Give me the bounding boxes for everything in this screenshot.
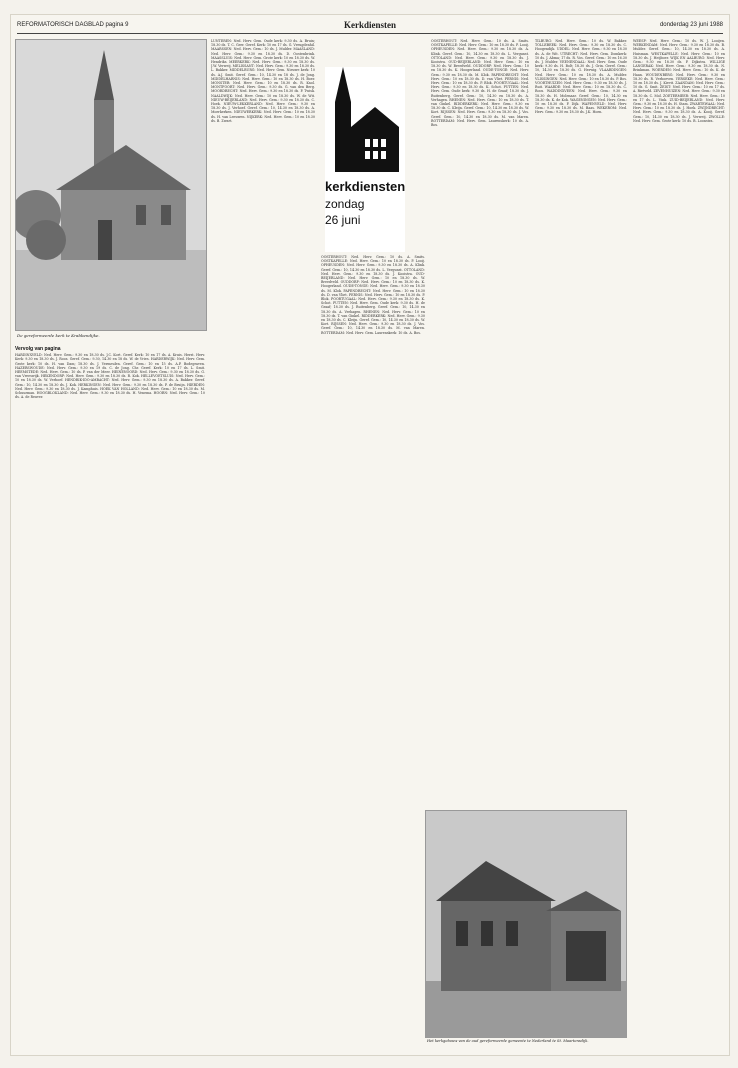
- church-photo-graphic: [16, 40, 206, 330]
- church-icon: [325, 67, 405, 177]
- column-3-lower: [321, 255, 425, 810]
- banner-day: zondag: [325, 197, 365, 211]
- column-5: [633, 39, 725, 1049]
- building-photo-graphic: [426, 811, 626, 1037]
- issue-date: donderdag 23 juni 1988: [659, 22, 723, 28]
- photo-caption-1: De gereformeerde kerk te Krabbendijke.: [17, 333, 100, 338]
- banner-date: 26 juni: [325, 213, 361, 227]
- page-title: Kerkdiensten: [343, 20, 396, 30]
- photo-caption-2: Het kerkgebouw van de oud gereformeerde gemeente te Nederland te St. Maartensdijk.: [427, 1039, 589, 1043]
- column-1: [15, 345, 205, 1045]
- column-4-text: TILBURG: Ned. Herv. Gem.: 10 ds. W. Bakker. TOLLEBEEK: Ned. Herv. Gem.: 9.30 en 18.30 ds. C. Hoogendijk. UDDEL: Ned. Herv. Gem.: 9.30 en 18.30 ds. A. de Wit. UTRECHT: Ned. Herv. Gem. Domkerk: 10 ds. J. Abma; 17 ds. R. Vos. Geref. Gem.: 10 en 16.30 ds. J. Mulder. VEENENDAAL: Ned. Herv. Gem. Oude kerk: 9.30 ds. H. Bolt; 18.30 ds. J. Grin. Geref. Gem.: 10, 14.30 en 18.30 ds. G. Herwig. VLAARDINGEN: Ned. Herv. Gem.: 10 en 18.30 ds. A. Mulder. VLISSINGEN: Ned. Herv. Gem.: 10 en 18.30 ds. P. Bos. VOORTHUIZEN: Ned. Herv. Gem.: 9.30 en 18.30 ds. J. Ruit. WAARDE: Ned. Herv. Gem.: 10 en 18.30 ds. C. Roos. WADDINXVEEN: Ned. Herv. Gem.: 9.30 en 18.30 ds. H. Molenaar. Geref. Gem.: 10, 14.30 en 18.30 ds. K. de Kok. WAGENINGEN: Ned. Herv. Gem.: 10 en 18.30 ds. F. Dijk. WAPENVELD: Ned. Herv. Gem.: 9.30 en 18.30 ds. M. Baas. WEKEROM: Ned. Herv. Gem.: 9.30 en 18.30 ds. J.K. Hoen.: [535, 39, 627, 115]
- church-building-photo: [425, 810, 627, 1038]
- column-4: [535, 39, 627, 574]
- masthead: [17, 19, 723, 34]
- column-1-text: HARDINXVELD: Ned. Herv. Gem.: 9.30 en 18.30 ds. J.C. Kort. Geref. Kerk: 10 en 17 ds. A. Kruis. Herst. Herv. Kerk: 9.30 en 18.30 ds. J. Roos. Geref. Gem.: 9.30, 14.30 en 18 ds. W. de Vries. HARDERWIJK: Ned. Herv. Gem. Grote kerk: 10 ds. H. van Dam; 18.30 ds. J. Vermeulen. Geref. Gem.: 10 en 15 ds. A.P. Bodegraven. HAZERSWOUDE: Ned. Herv. Gem.: 9.30 en 19 ds. C. de Jong. Chr. Geref. Kerk: 10 en 17 ds. L. Smit. HEEMSTEDE: Ned. Herv. Gem.: 10 ds. P. van der Meer. HEINENOORD: Ned. Herv. Gem.: 9.30 en 18.30 ds. G. van Vreeswijk. HEKENDORP: Ned. Herv. Gem.: 9.30 en 18.30 ds. R. Kok. HELLEVOETSLUIS: Ned. Herv. Gem.: 10 en 18.30 ds. W. Verhoef. HENDRIK-IDO-AMBACHT: Ned. Herv. Gem.: 9.30 en 18.30 ds. A. Bakker. Geref. Gem.: 10, 14.30 en 18.30 ds. J. Kok. HERKINGEN: Ned. Herv. Gem.: 9.30 en 18.30 ds. P. de Bruijn. HIERDEN: Ned. Herv. Gem.: 9.30 en 18.30 ds. J. Kamphuis. HOEK VAN HOLLAND: Ned. Herv. Gem.: 10 en 18.30 ds. M. Schuurman. HOOGBLOKLAND: Ned. Herv. Gem.: 9.30 en 18.30 ds. H. Venema. HOORN: Ned. Herv. Gem.: 10 ds. A. de Reuver.: [15, 353, 205, 400]
- column-2: [211, 39, 315, 1049]
- newspaper-page: [10, 14, 730, 1056]
- column-3-text: OOSTERHOUT: Ned. Herv. Gem.: 10 ds. A. Smits. OOSTKAPELLE: Ned. Herv. Gem.: 10 en 18.30 ds. P. Looij. OPHEUSDEN: Ned. Herv. Gem.: 9.30 en 18.30 ds. A. Klink. Geref. Gem.: 10, 14.30 en 18.30 ds. L. Vergunst. OTTOLAND: Ned. Herv. Gem.: 9.30 en 18.30 ds. J. Kooistra. OUD-BEIJERLAND: Ned. Herv. Gem.: 10 en 18.30 ds. W. Breedveld. OUDDORP: Ned. Herv. Gem.: 10 en 18.30 ds. K. Hoogerland. OUDE-TONGE: Ned. Herv. Gem.: 9.30 en 18.30 ds. M. Klok. PAPENDRECHT: Ned. Herv. Gem.: 10 en 18.30 ds. D. van Vliet. PERNIS: Ned. Herv. Gem.: 10 en 18.30 ds. P. Blok. POORTUGAAL: Ned. Herv. Gem.: 9.30 en 18.30 ds. K. Schot. PUTTEN: Ned. Herv. Gem. Oude kerk: 9.30 ds. H. de Graaf; 18.30 ds. J. Ruitenberg. Geref. Gem.: 10, 14.30 en 18.30 ds. A. Verhagen. RHENEN: Ned. Herv. Gem.: 10 en 18.30 ds. T. van Ginkel. RIDDERKERK: Ned. Herv. Gem.: 9.30 en 18.30 ds. C. Kleijn. Geref. Gem.: 10, 14.30 en 18.30 ds. W. Kort. RIJSSEN: Ned. Herv. Gem.: 9.30 en 18.30 ds. J. Vos. Geref. Gem.: 10, 14.30 en 18.30 ds. M. van Maren. ROTTERDAM: Ned. Herv. Gem. Laurenskerk: 10 ds. A. Bos.: [321, 255, 425, 335]
- banner-title: kerkdiensten: [325, 179, 406, 194]
- church-photo: [15, 39, 207, 331]
- kerkdiensten-banner: [325, 67, 405, 252]
- column-5-text: WEESP: Ned. Herv. Gem.: 10 ds. W. J. Looijen. WERKENDAM: Ned. Herv. Gem.: 9.30 en 18.30 ds. B. Mulder. Geref. Gem.: 10, 14.30 en 18.30 ds. A. Huisman. WESTKAPELLE: Ned. Herv. Gem.: 10 en 18.30 ds. J. Heijboer. WIJK EN AALBURG: Ned. Herv. Gem.: 9.30 en 18.30 ds. P. Dijkstra. WILLIGE LANGERAK: Ned. Herv. Gem.: 9.30 en 18.30 ds. N. Brinkman. WOERDEN: Ned. Herv. Gem.: 10 ds. K. de Haan. WOUDENBERG: Ned. Herv. Gem.: 9.30 en 18.30 ds. R. Verhoeven. YERSEKE: Ned. Herv. Gem.: 10 en 18.30 ds. J. Kievit. ZAANDAM: Ned. Herv. Gem.: 10 ds. G. Smit. ZEIST: Ned. Herv. Gem.: 10 en 17 ds. A. Rietveld. ZEVENHUIZEN: Ned. Herv. Gem.: 9.30 en 18.30 ds. C. Mol. ZOETERMEER: Ned. Herv. Gem.: 10 en 17 ds. L. Vink. ZUID-BEIJERLAND: Ned. Herv. Gem.: 9.30 en 18.30 ds. H. Stam. ZWARTEWAAL: Ned. Herv. Gem.: 10 en 18.30 ds. J. Hoek. ZWIJNDRECHT: Ned. Herv. Gem.: 9.30 en 18.30 ds. A. Kooij. Geref. Gem.: 10, 14.30 en 18.30 ds. J. Verweij. ZWOLLE: Ned. Herv. Gem. Grote kerk: 10 ds. B. Loonstra.: [633, 39, 725, 123]
- section-heading: Vervolg van pagina: [15, 346, 61, 352]
- column-2-text: LUNTEREN: Ned. Herv. Gem. Oude kerk: 9.30 ds. A. Bruin; 18.30 ds. T. C. Gerr. Geref. Kerk: 10 en 17 ds. G. Vreugdenhil. MAARSSEN: Ned. Herv. Gem.: 10 ds. J. Mulder. MAASLAND: Ned. Herv. Gem.: 9.30 en 18.30 ds. D. Oostenbrink. MAASSLUIS: Ned. Herv. Gem. Grote kerk: 10 en 18.30 ds. W. Hendriks. MEERKERK: Ned. Herv. Gem.: 9.30 en 18.30 ds. J.W. Verweij. MELISSANT: Ned. Herv. Gem.: 9.30 en 18.30 ds. L. Bakker. MIDDELBURG: Ned. Herv. Gem. Nieuwe kerk: 10 ds. A.J. Smit. Geref. Gem.: 10, 14.30 en 18 ds. J. de Jong. MIDDELHARNIS: Ned. Herv. Gem.: 10 en 18.30 ds. H. Boer. MONSTER: Ned. Herv. Gem.: 10 en 18.30 ds. R. Knol. MONTFOORT: Ned. Herv. Gem.: 9.30 ds. G. van den Berg. MOORDRECHT: Ned. Herv. Gem.: 9.30 en 18.30 ds. P. Twisk. NAALDWIJK: Ned. Herv. Gem.: 10 en 18.30 ds. W. de Wit. NIEUW-BEIJERLAND: Ned. Herv. Gem.: 9.30 en 18.30 ds. C. Hoek. NIEUW-LEKKERLAND: Ned. Herv. Gem.: 9.30 en 18.30 ds. J. Verhoef. Geref. Gem.: 10, 14.30 en 18.30 ds. A. Moerkerken. NIEUWERKERK: Ned. Herv. Gem.: 10 en 18.30 ds. H. van Leeuwen. NIJKERK: Ned. Herv. Gem.: 10 en 18.30 ds. B. Zwart.: [211, 39, 315, 123]
- column-3-upper: [431, 39, 529, 574]
- column-3b-text: OOSTERHOUT: Ned. Herv. Gem.: 10 ds. A. Smits. OOSTKAPELLE: Ned. Herv. Gem.: 10 en 18.30 ds. P. Looij. OPHEUSDEN: Ned. Herv. Gem.: 9.30 en 18.30 ds. A. Klink. Geref. Gem.: 10, 14.30 en 18.30 ds. L. Vergunst. OTTOLAND: Ned. Herv. Gem.: 9.30 en 18.30 ds. J. Kooistra. OUD-BEIJERLAND: Ned. Herv. Gem.: 10 en 18.30 ds. W. Breedveld. OUDDORP: Ned. Herv. Gem.: 10 en 18.30 ds. K. Hoogerland. OUDE-TONGE: Ned. Herv. Gem.: 9.30 en 18.30 ds. M. Klok. PAPENDRECHT: Ned. Herv. Gem.: 10 en 18.30 ds. D. van Vliet. PERNIS: Ned. Herv. Gem.: 10 en 18.30 ds. P. Blok. POORTUGAAL: Ned. Herv. Gem.: 9.30 en 18.30 ds. K. Schot. PUTTEN: Ned. Herv. Gem. Oude kerk: 9.30 ds. H. de Graaf; 18.30 ds. J. Ruitenberg. Geref. Gem.: 10, 14.30 en 18.30 ds. A. Verhagen. RHENEN: Ned. Herv. Gem.: 10 en 18.30 ds. T. van Ginkel. RIDDERKERK: Ned. Herv. Gem.: 9.30 en 18.30 ds. C. Kleijn. Geref. Gem.: 10, 14.30 en 18.30 ds. W. Kort. RIJSSEN: Ned. Herv. Gem.: 9.30 en 18.30 ds. J. Vos. Geref. Gem.: 10, 14.30 en 18.30 ds. M. van Maren. ROTTERDAM: Ned. Herv. Gem. Laurenskerk: 10 ds. A. Bos.: [431, 39, 529, 128]
- paper-name: REFORMATORISCH DAGBLAD pagina 9: [17, 22, 129, 28]
